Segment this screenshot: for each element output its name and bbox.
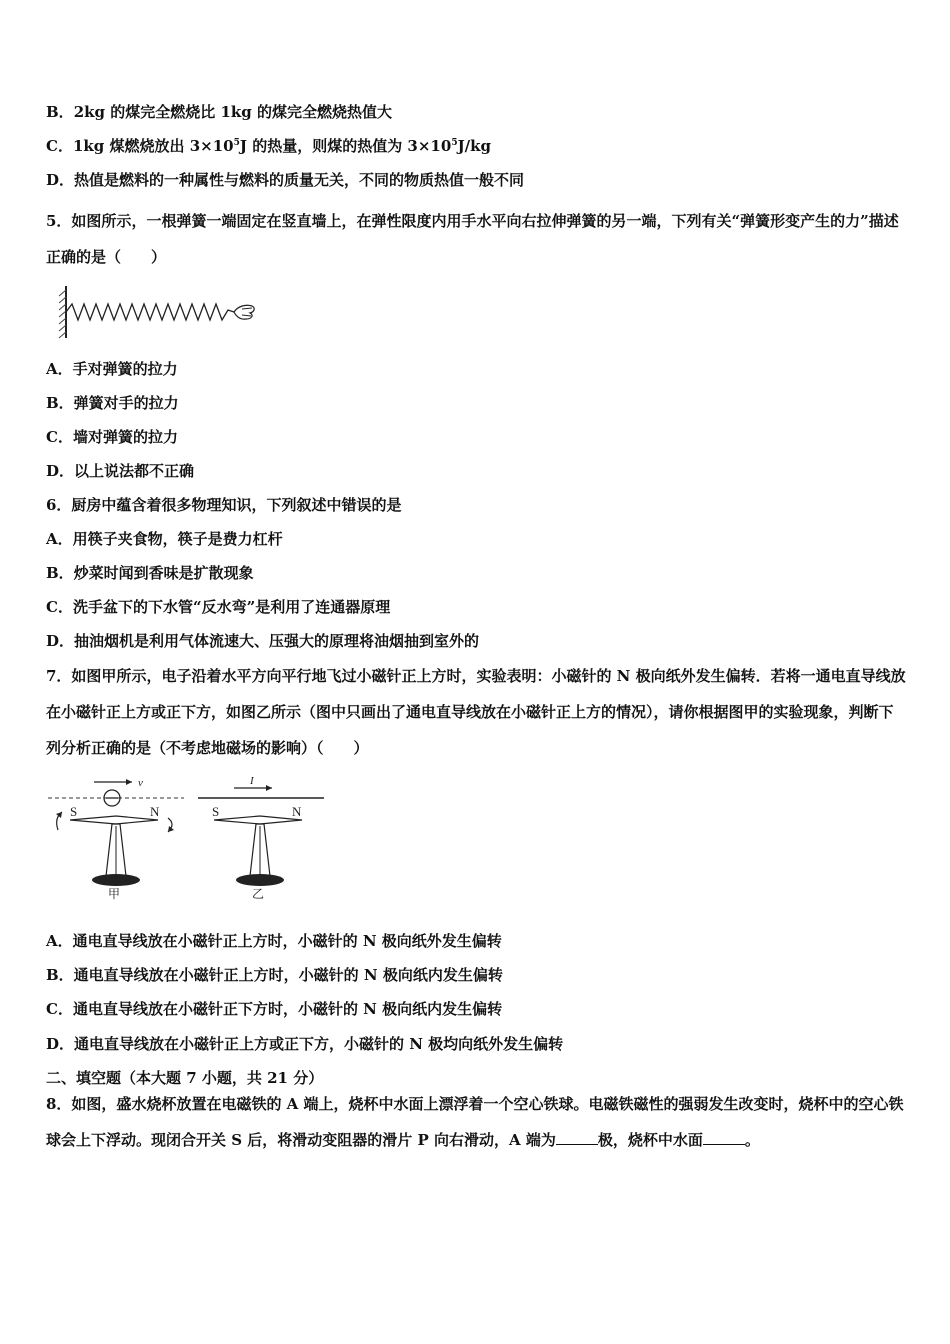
- q6-option-b: B．炒菜时闻到香味是扩散现象: [46, 564, 254, 582]
- velocity-label: v: [138, 777, 143, 789]
- q8-text-b: 极，烧杯中水面: [597, 1131, 703, 1149]
- answer-blank[interactable]: [703, 1130, 745, 1145]
- answer-blank[interactable]: [556, 1130, 598, 1145]
- option-text: 2kg 的煤完全燃烧比 1kg 的煤完全燃烧热值大: [73, 103, 392, 121]
- q5-option-c: C．墙对弹簧的拉力: [46, 428, 178, 446]
- q8-text-a: 8．如图，盛水烧杯放置在电磁铁的 A 端上，烧杯中水面上漂浮着一个空心铁球。电磁铁磁性的强弱发生改变时，烧杯中的空心铁球会上下浮动。现闭合开关 S 后，将滑动变阻器的滑片 P 向右滑动，A 端为: [46, 1095, 904, 1149]
- option-text-mid: J 的热量，则煤的热值为 3×10: [239, 137, 452, 155]
- option-text-pre: 1kg 煤燃烧放出 3×10: [72, 137, 234, 155]
- south-pole-label-a: S: [70, 804, 78, 819]
- q8-text-c: 。: [744, 1131, 760, 1149]
- spring-figure: [56, 282, 266, 342]
- option-label: B．: [46, 103, 74, 121]
- q6-option-a: A．用筷子夹食物，筷子是费力杠杆: [46, 530, 283, 548]
- q6-option-c: C．洗手盆下的下水管“反水弯”是利用了连通器原理: [46, 598, 391, 616]
- figure-label-jia: 甲: [108, 887, 121, 901]
- q4-option-d: [46, 170, 524, 190]
- q6-option-d: D．抽油烟机是利用气体流速大、压强大的原理将油烟抽到室外的: [46, 632, 480, 650]
- section-title: 二、填空题（本大题 7 小题，共 21 分）: [46, 1069, 324, 1087]
- q7-option-d: D．通电直导线放在小磁针正上方或正下方，小磁针的 N 极均向纸外发生偏转: [46, 1035, 564, 1053]
- q7-option-b: B．通电直导线放在小磁针正上方时，小磁针的 N 极向纸内发生偏转: [46, 966, 503, 984]
- q5-option-a: A．手对弹簧的拉力: [46, 360, 178, 378]
- option-text-post: J/kg: [457, 137, 492, 155]
- q4-option-c: [46, 136, 491, 156]
- figure-label-yi: 乙: [252, 887, 265, 901]
- q6-stem: 6．厨房中蕴含着很多物理知识，下列叙述中错误的是: [46, 496, 402, 514]
- current-label: I: [250, 775, 254, 787]
- q5-stem: 5．如图所示，一根弹簧一端固定在竖直墙上，在弹性限度内用手水平向右拉伸弹簧的另一端，下列有关“弹簧形变产生的力”描述正确的是（ ）: [46, 212, 899, 266]
- exponent: 5: [233, 138, 240, 148]
- exponent: 5: [451, 138, 458, 148]
- option-label: D．: [46, 171, 75, 189]
- option-text: 热值是燃料的一种属性与燃料的质量无关，不同的物质热值一般不同: [74, 171, 525, 189]
- north-pole-label-b: N: [292, 804, 302, 819]
- q7-option-a: A．通电直导线放在小磁针正上方时，小磁针的 N 极向纸外发生偏转: [46, 932, 502, 950]
- option-label: C．: [46, 137, 73, 155]
- q7-stem: 7．如图甲所示，电子沿着水平方向平行地飞过小磁针正上方时，实验表明：小磁针的 N 极向纸外发生偏转．若将一通电直导线放在小磁针正上方或正下方，如图乙所示（图中只画出了通电直导线放在小磁针正上方的情况），请你根据图甲的实验现象，判断下列分析正确的是（不考虑地磁场的影响）（ ）: [46, 667, 906, 757]
- q5-option-d: D．以上说法都不正确: [46, 462, 195, 480]
- compass-figure: [46, 772, 336, 902]
- q7-option-c: C．通电直导线放在小磁针正下方时，小磁针的 N 极向纸内发生偏转: [46, 1000, 503, 1018]
- north-pole-label-a: N: [150, 804, 160, 819]
- q8-stem: [46, 1086, 908, 1158]
- q5-option-b: B．弹簧对手的拉力: [46, 394, 179, 412]
- q4-option-b: [46, 102, 392, 122]
- south-pole-label-b: S: [212, 804, 220, 819]
